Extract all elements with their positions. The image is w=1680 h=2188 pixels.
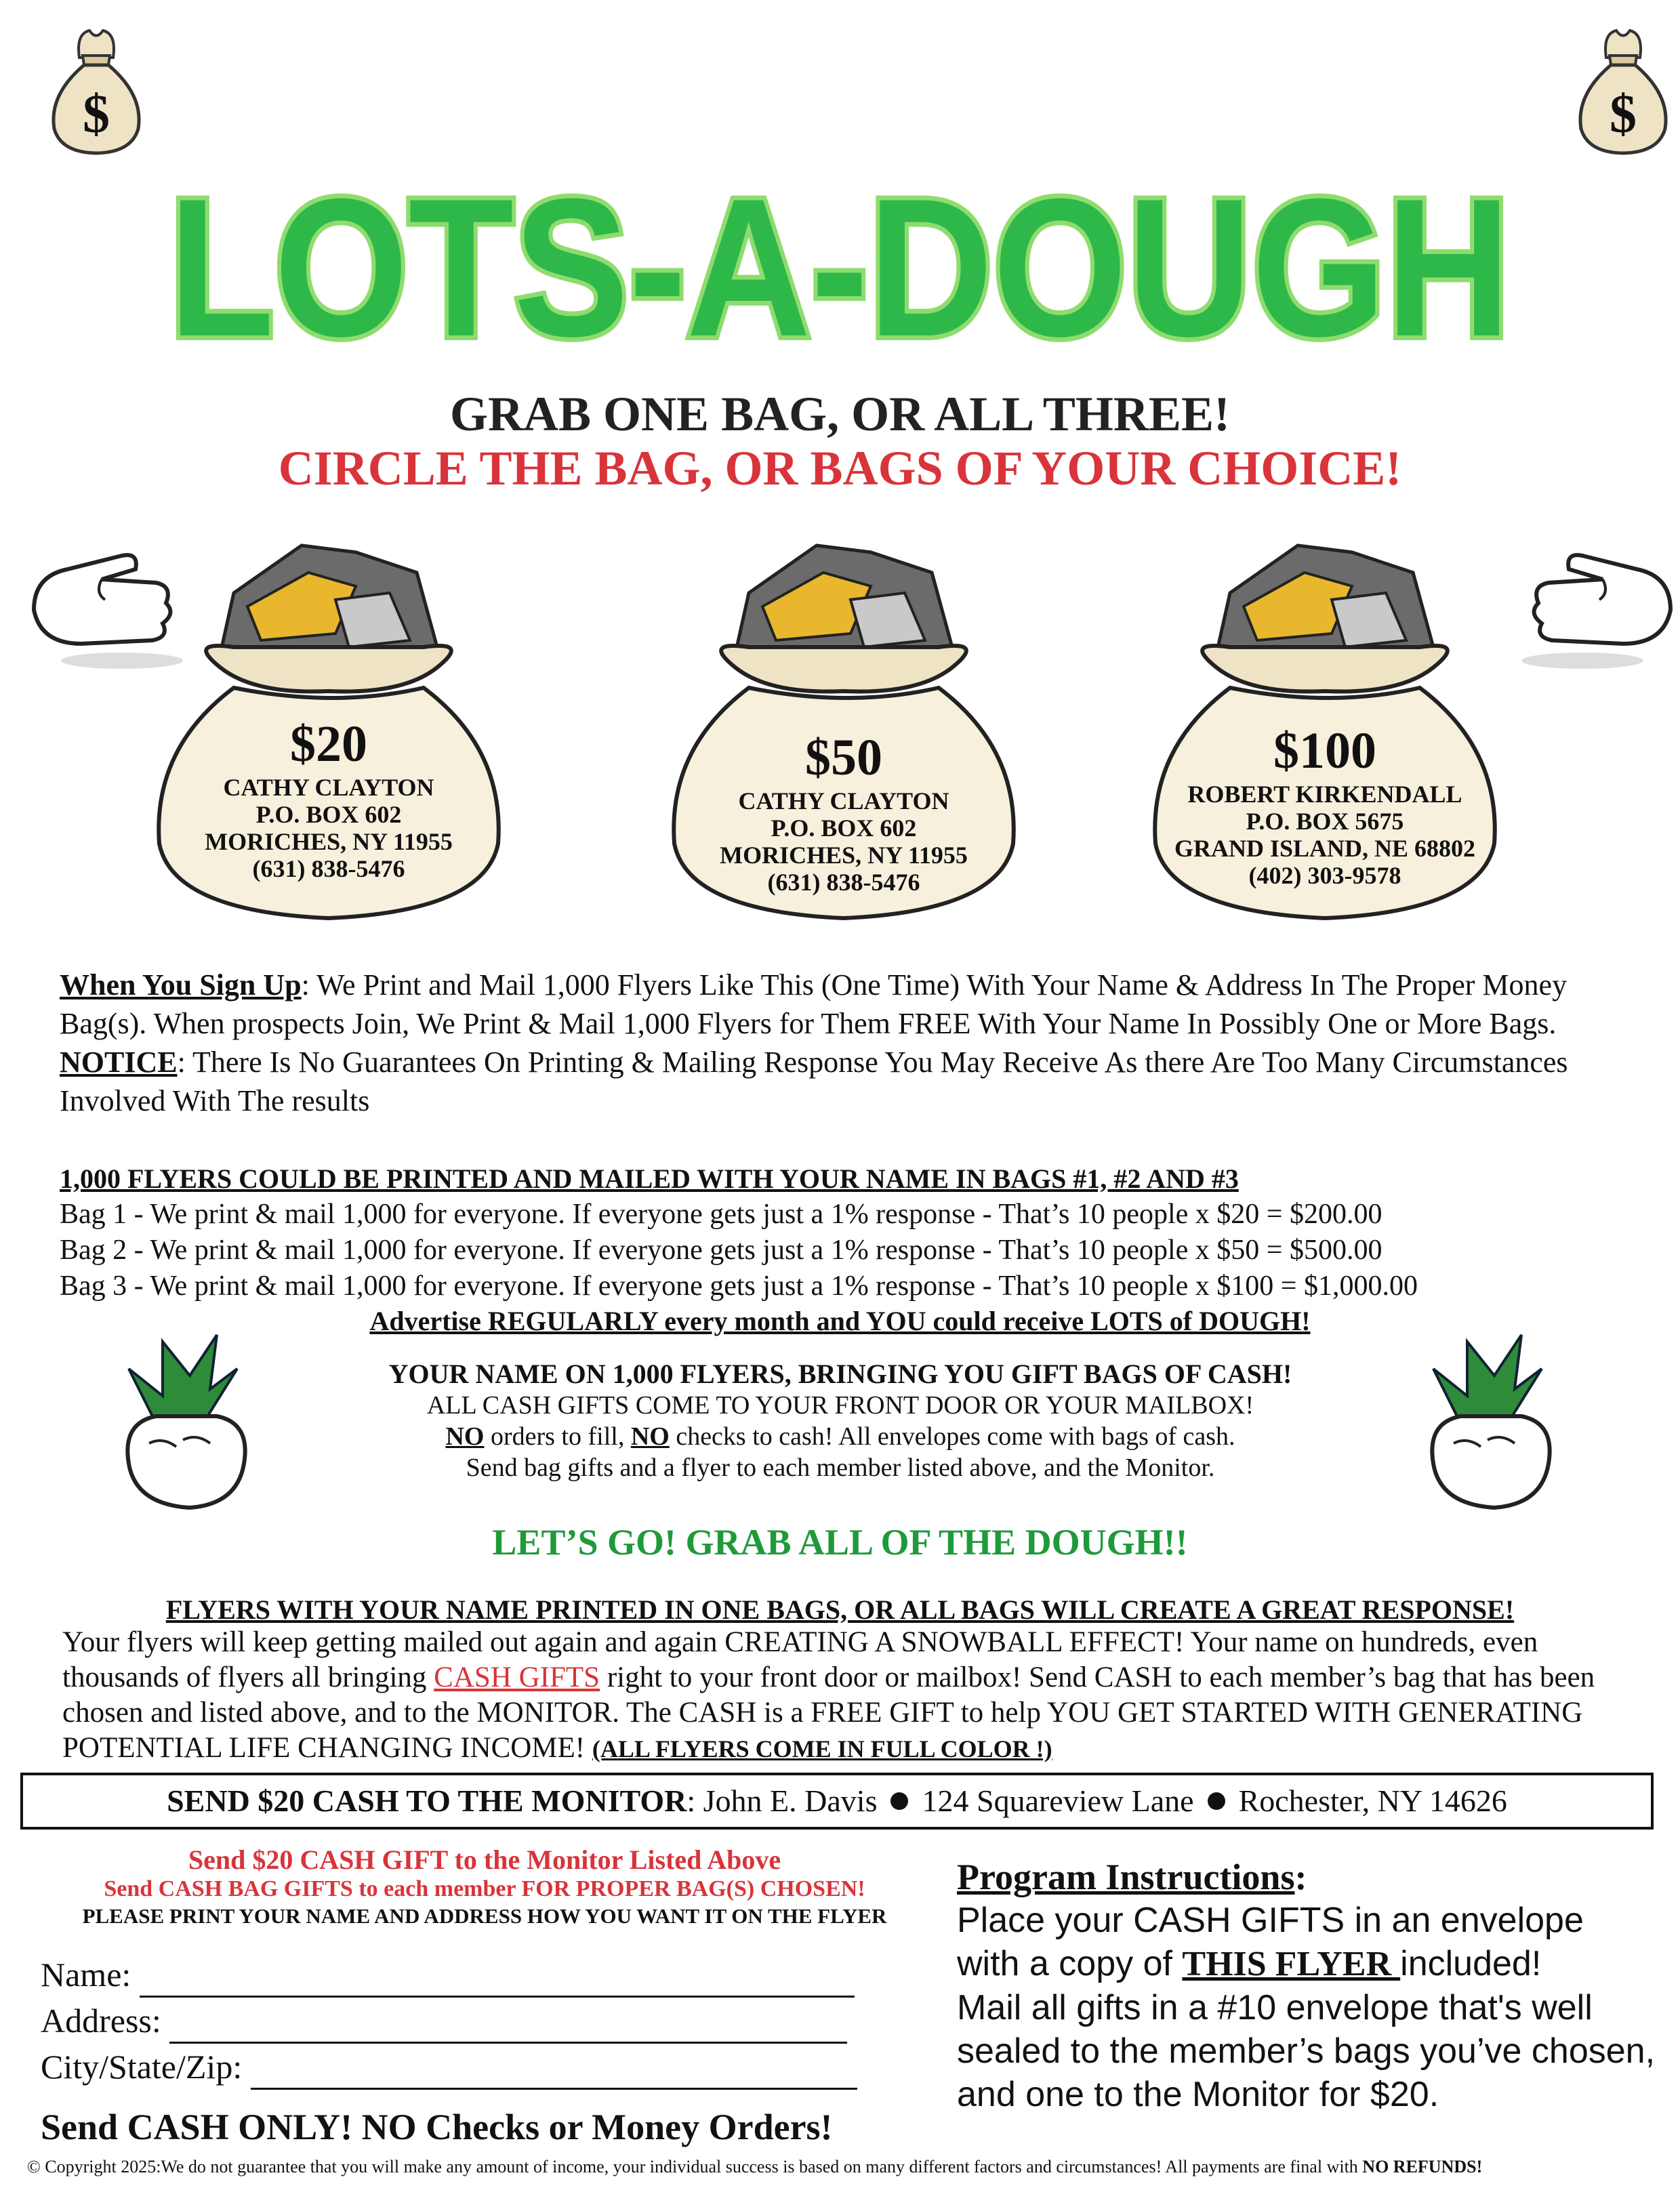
- bag-phone: (631) 838-5476: [252, 855, 405, 882]
- city-row: [41, 2044, 857, 2090]
- bag-box: P.O. BOX 5675: [1246, 808, 1404, 835]
- no-label: NO: [630, 1422, 670, 1451]
- page-title: [0, 152, 1680, 383]
- signup-paragraph: [60, 966, 1618, 1120]
- signup-colon-text: : We Print and Mail 1,000 Flyers Like This (One Time) With Your Name & Address In The Proper Money Bag(s). When prospects Join, We Print & Mail 1,000 Flyers for Them FREE With Your Name In Possibly One or More Bags.: [60, 968, 1568, 1040]
- circle-instruction: CIRCLE THE BAG, OR BAGS OF YOUR CHOICE!: [278, 441, 1402, 495]
- monitor-street: 124 Squareview Lane: [922, 1783, 1194, 1818]
- calc-line: Bag 3 - We print & mail 1,000 for everyone. If everyone gets just a 1% response - That’s 10 people x $100 = $1,000.00: [60, 1271, 1418, 1302]
- instructions-line-3: Mail all gifts in a #10 envelope that's well: [957, 1988, 1593, 2027]
- bag-amount: $20: [290, 716, 367, 772]
- instructions-heading: [957, 1855, 1675, 1899]
- promo-line-3a: orders to fill,: [484, 1422, 631, 1451]
- instructions-line-5: and one to the Monitor for $20.: [957, 2075, 1439, 2114]
- money-bag-dollar-icon: [42, 20, 150, 156]
- calc-line: Bag 1 - We print & mail 1,000 for everyone. If everyone gets just a 1% response - That’s 10 people x $20 = $200.00: [60, 1199, 1382, 1230]
- monitor-name: : John E. Davis: [687, 1783, 878, 1818]
- hand-holding-cash-icon: [102, 1328, 264, 1531]
- advertise-line: Advertise REGULARLY every month and YOU could receive LOTS of DOUGH!: [369, 1306, 1311, 1336]
- instructions-line-1: Place your CASH GIFTS in an envelope: [957, 1901, 1584, 1940]
- calc-line: Bag 2 - We print & mail 1,000 for everyone. If everyone gets just a 1% response - That’s 10 people x $50 = $500.00: [60, 1235, 1382, 1266]
- bag-city: MORICHES, NY 11955: [720, 842, 968, 869]
- bag-city: GRAND ISLAND, NE 68802: [1174, 835, 1476, 862]
- cash-only-note: Send CASH ONLY! NO Checks or Money Orders!: [41, 2107, 833, 2147]
- title-text: LOTS-A-DOUGH: [169, 158, 1511, 377]
- bag-amount: $100: [1273, 722, 1376, 779]
- money-bag-1[interactable]: [132, 532, 525, 938]
- address-row: [41, 1998, 857, 2044]
- pointing-hand-icon: [1508, 529, 1680, 678]
- address-field[interactable]: [169, 2015, 847, 2044]
- svg-text:$: $: [1610, 85, 1637, 144]
- name-field[interactable]: [140, 1968, 855, 1998]
- city-state-zip-field[interactable]: [251, 2061, 857, 2090]
- bag-city: MORICHES, NY 11955: [205, 828, 453, 855]
- no-refunds-label: NO REFUNDS!: [1362, 2157, 1483, 2176]
- bag-box: P.O. BOX 602: [771, 814, 917, 842]
- snowball-text-2: right to your front door or mailbox! Send CASH to each member’s bag that has been chosen and listed above, and to the MONITOR. The CASH is a FREE GIFT to help YOU GET STARTED WITH GENERATING POTENTIAL LIFE CHANGING INCOME!: [62, 1661, 1595, 1764]
- name-label: Name:: [41, 1956, 131, 1994]
- instructions-line-4: sealed to the member’s bags you’ve chosen,: [957, 2031, 1656, 2071]
- calc-block: [60, 1161, 1632, 1304]
- this-flyer-label: THIS FLYER: [1182, 1945, 1401, 1983]
- form-red-line-1: Send $20 CASH GIFT to the Monitor Listed Above: [188, 1844, 781, 1875]
- form-print-note: PLEASE PRINT YOUR NAME AND ADDRESS HOW YOU WANT IT ON THE FLYER: [82, 1904, 887, 1928]
- bag-name: ROBERT KIRKENDALL: [1187, 781, 1462, 808]
- monitor-city: Rochester, NY 14626: [1238, 1783, 1507, 1818]
- program-instructions: [957, 1855, 1675, 2116]
- bullet-icon: [890, 1792, 908, 1810]
- notice-text: : There Is No Guarantees On Printing & Mailing Response You May Receive As there Are Too Many Circumstances Involved With The results: [60, 1046, 1568, 1117]
- bag-box: P.O. BOX 602: [255, 801, 402, 828]
- form-header: [27, 1844, 942, 1930]
- snowball-paragraph: [62, 1625, 1621, 1767]
- bag-phone: (402) 303-9578: [1248, 862, 1401, 889]
- form-red-line-2: Send CASH BAG GIFTS to each member FOR PROPER BAG(S) CHOSEN!: [104, 1876, 865, 1901]
- svg-text:$: $: [83, 85, 110, 144]
- money-bag-dollar-icon: [1569, 20, 1677, 156]
- instructions-line-2: [957, 1942, 1675, 1986]
- hand-holding-cash-icon: [1406, 1328, 1569, 1531]
- instructions-colon: :: [1294, 1857, 1307, 1897]
- cash-gifts-link: CASH GIFTS: [434, 1661, 600, 1693]
- snowball-heading: FLYERS WITH YOUR NAME PRINTED IN ONE BAGS, OR ALL BAGS WILL CREATE A GREAT RESPONSE!: [165, 1594, 1515, 1625]
- cta-heading: LET’S GO! GRAB ALL OF THE DOUGH!!: [492, 1522, 1188, 1563]
- instructions-heading-text: Program Instructions: [957, 1857, 1295, 1897]
- bag-amount: $50: [805, 729, 882, 786]
- notice-label: NOTICE: [60, 1046, 178, 1079]
- instructions-line-2b: included!: [1400, 1944, 1542, 1983]
- order-form: [41, 1952, 857, 2090]
- subtitle: GRAB ONE BAG, OR ALL THREE!: [450, 387, 1230, 441]
- bag-name: CATHY CLAYTON: [223, 774, 434, 801]
- name-row: [41, 1952, 857, 1998]
- bullet-icon: [1208, 1792, 1225, 1810]
- monitor-label: SEND $20 CASH TO THE MONITOR: [167, 1783, 687, 1818]
- promo-line-4: Send bag gifts and a flyer to each member listed above, and the Monitor.: [466, 1453, 1215, 1482]
- money-bag-3[interactable]: [1128, 532, 1521, 938]
- address-label: Address:: [41, 2002, 161, 2040]
- bag-name: CATHY CLAYTON: [738, 787, 949, 814]
- promo-line-3b: checks to cash! All envelopes come with bags of cash.: [669, 1422, 1235, 1451]
- promo-line-3: [271, 1421, 1410, 1452]
- no-label: NO: [445, 1422, 485, 1451]
- calc-heading: 1,000 FLYERS COULD BE PRINTED AND MAILED WITH YOUR NAME IN BAGS #1, #2 AND #3: [60, 1163, 1239, 1194]
- snowball-text-1: Your flyers will keep getting mailed out again and again CREATING A SNOWBALL EFFECT! Your name on hundreds, even thousands of flyers all bringing: [62, 1626, 1538, 1693]
- bag-phone: (631) 838-5476: [767, 869, 920, 896]
- signup-label: When You Sign Up: [60, 968, 302, 1002]
- copyright-text: © Copyright 2025:We do not guarantee that you will make any amount of income, your individual success is based on many different factors and circumstances! All payments are final with: [27, 2157, 1363, 2176]
- full-color-note: (ALL FLYERS COME IN FULL COLOR !): [592, 1735, 1052, 1762]
- promo-line-1: YOUR NAME ON 1,000 FLYERS, BRINGING YOU GIFT BAGS OF CASH!: [388, 1359, 1292, 1389]
- copyright-footer: [27, 2156, 1667, 2178]
- instructions-line-2a: with a copy of: [957, 1944, 1183, 1983]
- city-label: City/State/Zip:: [41, 2048, 243, 2086]
- money-bag-2[interactable]: [647, 532, 1040, 938]
- promo-line-2: ALL CASH GIFTS COME TO YOUR FRONT DOOR OR YOUR MAILBOX!: [426, 1391, 1254, 1420]
- promo-block: [271, 1359, 1410, 1483]
- monitor-box: [20, 1773, 1654, 1830]
